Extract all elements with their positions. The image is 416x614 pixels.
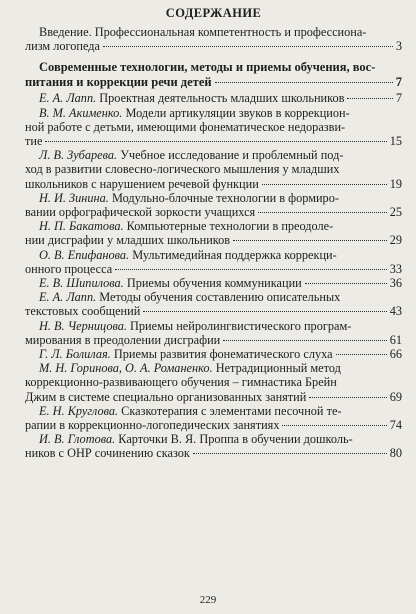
page-number: 19 [389, 176, 402, 191]
page-number: 3 [395, 39, 402, 54]
entry-text [25, 91, 344, 105]
entry-line [25, 106, 402, 120]
toc-entry [25, 191, 402, 219]
dot-leader [282, 425, 386, 426]
entry-title-text: текстовых сообщений [25, 304, 141, 319]
page-number: 36 [389, 276, 402, 291]
page-number: 74 [389, 418, 402, 433]
entry-author: Г. Л. Болилая. [39, 347, 111, 362]
section-line-2: питания и коррекции речи детей [25, 74, 212, 89]
section-last-line [25, 75, 402, 90]
entry-author: Н. В. Черницова. [39, 318, 127, 333]
entry-title-text: школьников с нарушением речевой функции [25, 176, 259, 191]
entry-title-text: Приемы обучения коммуникации [126, 276, 302, 291]
dot-leader [45, 141, 386, 142]
entry-title-text: Приемы нейролингвистического програм- [130, 318, 352, 333]
entry-title-text: Нетрадиционный метод [215, 361, 341, 376]
entry-title-text: ход в развитии словесно-логического мышления у младших [25, 162, 340, 177]
dot-leader [223, 340, 386, 341]
toc-entry [25, 347, 402, 361]
intro-line-2: лизм логопеда [25, 39, 101, 54]
toc-entry-intro [25, 25, 402, 53]
entry-text [25, 390, 306, 404]
entry-title-text: Учебное исследование и проблемный под- [120, 148, 344, 163]
entry-author: О. В. Епифанова. [39, 247, 130, 262]
toc-entry [25, 404, 402, 432]
toc-entry [25, 91, 402, 105]
page-number: 7 [395, 74, 402, 89]
entry-line [25, 290, 402, 304]
page-number: 61 [389, 332, 402, 347]
entry-text [25, 418, 279, 432]
page-number: 66 [389, 347, 402, 362]
entry-author: Е. В. Шипилова. [39, 276, 124, 291]
entry-last-line [25, 91, 402, 105]
entry-last-line [25, 418, 402, 432]
entry-line [25, 375, 402, 389]
page-number: 43 [389, 304, 402, 319]
entry-title-text: Методы обучения составлению описательных [99, 290, 341, 305]
section-line-1: Современные технологии, методы и приемы обучения, вос- [39, 60, 376, 75]
page-number: 15 [389, 134, 402, 149]
entry-title-text: вании орфографической зоркости учащихся [25, 205, 256, 220]
section-heading [25, 60, 402, 89]
entry-text [25, 134, 42, 148]
entry-text [25, 276, 302, 290]
page-title: СОДЕРЖАНИЕ [165, 6, 262, 20]
dot-leader [103, 46, 393, 47]
toc-entry [25, 432, 402, 460]
dot-leader [262, 184, 387, 185]
entry-author: Е. А. Лапп. [39, 91, 97, 106]
page-number: 25 [389, 205, 402, 220]
dot-leader [258, 212, 386, 213]
entry-author: В. М. Акименко. [39, 105, 123, 120]
entry-author: Е. А. Лапп. [39, 290, 97, 305]
entry-title-text: Модульно-блочные технологии в формиро- [111, 190, 339, 205]
entry-last-line [25, 304, 402, 318]
entry-author: М. Н. Горинова, О. А. Романенко. [39, 361, 213, 376]
entry-last-line [25, 276, 402, 290]
entry-text [25, 262, 112, 276]
entry-title-text: Проектная деятельность младших школьников [99, 91, 345, 106]
entry-text [25, 446, 190, 460]
toc-entry [25, 248, 402, 276]
page-number: 80 [389, 446, 402, 461]
dot-leader [215, 82, 393, 83]
toc-entries [25, 91, 402, 460]
entry-title-text: коррекционно-развивающего обучения – гимнастика Брейн [25, 375, 337, 390]
entry-title-text: Мультимедийная поддержка коррекци- [132, 247, 337, 262]
toc-entry [25, 276, 402, 290]
page-number: 29 [389, 233, 402, 248]
dot-leader [233, 240, 387, 241]
entry-title-text: Компьютерные технологии в преодоле- [126, 219, 334, 234]
toc-entry [25, 148, 402, 191]
entry-text [25, 233, 230, 247]
entry-line [25, 361, 402, 375]
entry-author: Л. В. Зубарева. [39, 148, 118, 163]
entry-title-text: Сказкотерапия с элементами песочной те- [121, 403, 342, 418]
entry-text [25, 304, 140, 318]
entry-line [25, 404, 402, 418]
entry-author: Е. Н. Круглова. [39, 403, 119, 418]
intro-line-1: Введение. Профессиональная компетентность и профессиона- [39, 25, 367, 39]
toc-entry [25, 319, 402, 347]
entry-line [25, 432, 402, 446]
entry-title-text: мирования в преодолении дисграфии [25, 332, 221, 347]
dot-leader [309, 397, 386, 398]
entry-title-text: нии дисграфии у младших школьников [25, 233, 231, 248]
entry-last-line [25, 233, 402, 247]
entry-title-text: Модели артикуляции звуков в коррекцион- [125, 105, 350, 120]
entry-line [25, 162, 402, 176]
entry-line [25, 319, 402, 333]
entry-author: Н. И. Зинина. [39, 190, 109, 205]
entry-line [25, 148, 402, 162]
entry-title-text: ников с ОНР сочинению сказок [25, 446, 190, 461]
entry-last-line [25, 134, 402, 148]
page-number: 69 [389, 389, 402, 404]
dot-leader [347, 98, 392, 99]
entry-last-line [25, 390, 402, 404]
entry-line [25, 191, 402, 205]
entry-last-line [25, 333, 402, 347]
toc-entry [25, 106, 402, 149]
page-number: 7 [395, 91, 402, 106]
entry-title-text: онного процесса [25, 261, 113, 276]
dot-leader [143, 311, 386, 312]
entry-author: Н. П. Бакатова. [39, 219, 124, 234]
entry-author: И. В. Глотова. [39, 432, 116, 447]
dot-leader [115, 269, 387, 270]
page-number: 33 [389, 261, 402, 276]
entry-title-text: ной работе с детьми, имеющими фонематическое недоразви- [25, 119, 346, 134]
toc-entry [25, 290, 402, 318]
toc-entry [25, 219, 402, 247]
entry-text [25, 333, 220, 347]
dot-leader [336, 354, 387, 355]
entry-line [25, 248, 402, 262]
entry-last-line [25, 446, 402, 460]
entry-last-line [25, 262, 402, 276]
entry-text [25, 205, 255, 219]
intro-last-line [25, 39, 402, 53]
entry-line [25, 120, 402, 134]
entry-title-text: Карточки В. Я. Проппа в обучении дошколь- [118, 432, 353, 447]
entry-title-text: Джим в системе специально организованных занятий [25, 389, 307, 404]
entry-last-line [25, 205, 402, 219]
entry-text [25, 347, 333, 361]
entry-title-text: рапии в коррекционно-логопедических занятиях [25, 418, 280, 433]
entry-text [25, 177, 259, 191]
entry-title-text: Приемы развития фонематического слуха [113, 347, 333, 362]
entry-last-line [25, 177, 402, 191]
dot-leader [193, 453, 387, 454]
footer-page-number: 229 [199, 594, 217, 606]
toc-entry [25, 361, 402, 404]
dot-leader [305, 283, 387, 284]
entry-last-line [25, 347, 402, 361]
entry-line [25, 219, 402, 233]
entry-title-text: тие [25, 134, 43, 149]
